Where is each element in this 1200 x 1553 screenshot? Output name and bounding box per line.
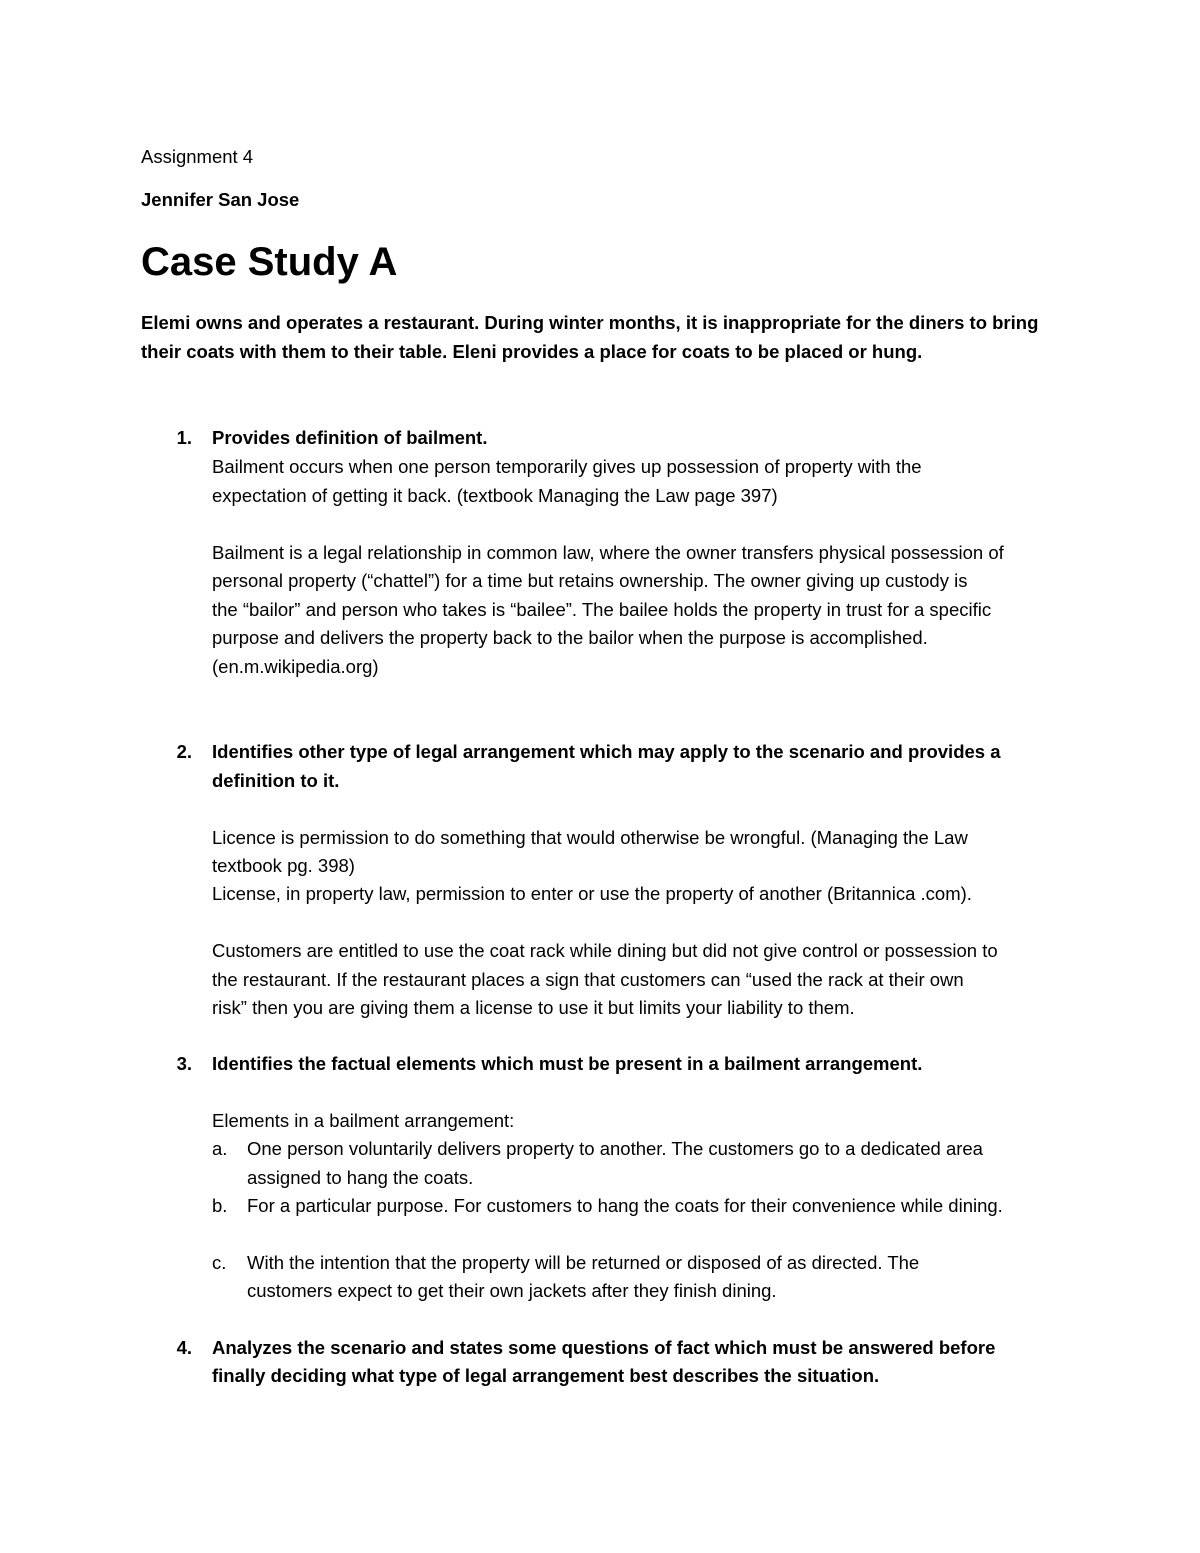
q3-item-marker: b. [212,1195,228,1216]
q2-p2-line: the restaurant. If the restaurant places a sign that customers can “used the rack at their own [212,969,964,990]
q2-heading-line: definition to it. [212,770,340,791]
q1-p2-line: personal property (“chattel”) for a time but retains ownership. The owner giving up custody is [212,570,968,591]
q2-p1-line: Licence is permission to do something that would otherwise be wrongful. (Managing the Law [212,827,968,848]
q3-item-marker: a. [212,1138,228,1159]
q1-heading: Provides definition of bailment. [212,427,488,448]
q1-p2-line: Bailment is a legal relationship in common law, where the owner transfers physical possession of [212,542,1004,563]
assignment-label: Assignment 4 [141,146,254,167]
page-title: Case Study A [141,240,398,284]
q2-p2-line: risk” then you are giving them a license to use it but limits your liability to them. [212,997,855,1018]
q2-p1-line: textbook pg. 398) [212,855,355,876]
q2-p2-line: Customers are entitled to use the coat rack while dining but did not give control or possession to [212,940,998,961]
q4-heading-line: Analyzes the scenario and states some questions of fact which must be answered before [212,1337,996,1358]
q3-heading: Identifies the factual elements which must be present in a bailment arrangement. [212,1053,923,1074]
q4-heading-line: finally deciding what type of legal arrangement best describes the situation. [212,1365,880,1386]
author-name: Jennifer San Jose [141,189,300,210]
q1-p2-line: (en.m.wikipedia.org) [212,656,379,677]
q3-item-line: customers expect to get their own jackets after they finish dining. [247,1280,777,1301]
q3-number: 3. [176,1053,192,1074]
q3-item-line: One person voluntarily delivers property to another. The customers go to a dedicated area [247,1138,983,1159]
q3-item-line: With the intention that the property will be returned or disposed of as directed. The [247,1252,920,1273]
q1-p1-line: expectation of getting it back. (textbook Managing the Law page 397) [212,485,778,506]
q3-item-line: assigned to hang the coats. [247,1167,474,1188]
q2-p1-line: License, in property law, permission to enter or use the property of another (Britannica .com). [212,883,972,904]
q1-p2-line: the “bailor” and person who takes is “bailee”. The bailee holds the property in trust for a specific [212,599,992,620]
q1-p2-line: purpose and delivers the property back to the bailor when the purpose is accomplished. [212,627,928,648]
q1-number: 1. [176,427,192,448]
q2-number: 2. [176,741,192,762]
q1-p1-line: Bailment occurs when one person temporarily gives up possession of property with the [212,456,922,477]
q3-item-marker: c. [212,1252,227,1273]
intro-line-1: Elemi owns and operates a restaurant. During winter months, it is inappropriate for the diners to bring [141,312,1039,333]
intro-line-2: their coats with them to their table. Eleni provides a place for coats to be placed or hung. [141,341,923,362]
q4-number: 4. [176,1337,192,1358]
q3-lead: Elements in a bailment arrangement: [212,1110,515,1131]
q2-heading-line: Identifies other type of legal arrangement which may apply to the scenario and provides a [212,741,1001,762]
q3-item-line: For a particular purpose. For customers to hang the coats for their convenience while dining. [247,1195,1003,1216]
